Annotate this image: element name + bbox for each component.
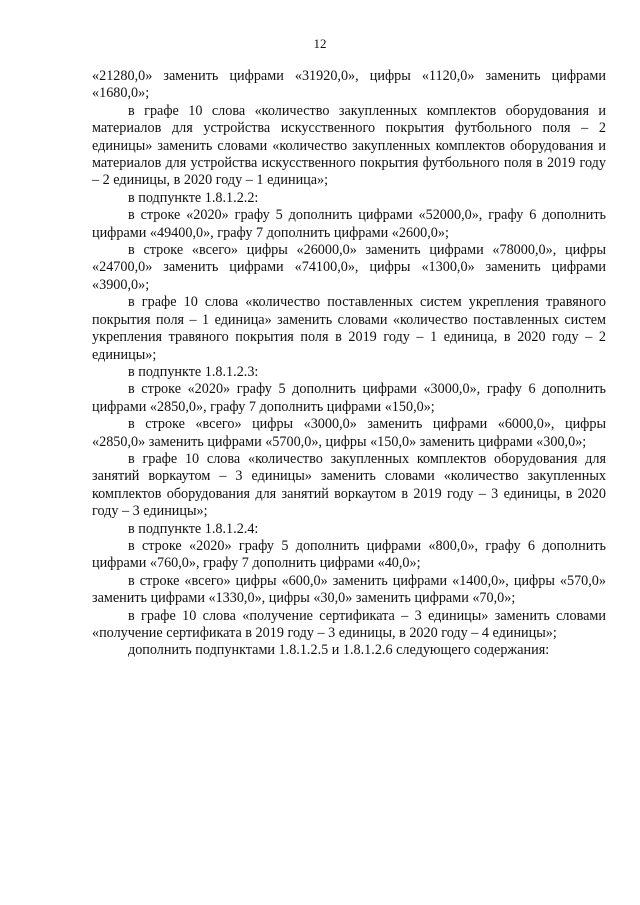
paragraph-add-subpoints: дополнить подпунктами 1.8.1.2.5 и 1.8.1.2.6 следующего содержания: [128, 642, 550, 659]
paragraph-row-2020-1-8-1-2-4: в строке «2020» графу 5 дополнить цифрами «800,0», графу 6 дополнить цифрами «760,0», графу 7 дополнить цифрами «40,0»; [92, 537, 606, 572]
paragraph-subpoint-1-8-1-2-4: в подпункте 1.8.1.2.4: [128, 520, 259, 537]
paragraph-row-total-1-8-1-2-2: в строке «всего» цифры «26000,0» заменить цифрами «78000,0», цифры «24700,0» заменить цифрами «74100,0», цифры «1300,0» заменить цифрами «3900,0»; [92, 242, 606, 293]
paragraph-row-2020-1-8-1-2-2: в строке «2020» графу 5 дополнить цифрами «52000,0», графу 6 дополнить цифрами «49400,0», графу 7 дополнить цифрами «2600,0»; [92, 207, 606, 241]
paragraph-subpoint-1-8-1-2-2: в подпункте 1.8.1.2.2: [128, 189, 259, 206]
paragraph-row-total-1-8-1-2-3: в строке «всего» цифры «3000,0» заменить цифрами «6000,0», цифры «2850,0» заменить цифрами «5700,0», цифры «150,0» заменить цифрами «300,0»; [92, 416, 606, 450]
paragraph-row-total-1-8-1-2-4: в строке «всего» цифры «600,0» заменить цифрами «1400,0», цифры «570,0» заменить цифрами «1330,0», цифры «30,0» заменить цифрами «70,0»; [92, 572, 606, 607]
paragraph-graph10-certificate: в графе 10 слова «получение сертификата – 3 единицы» заменить словами «получение сертификата в 2019 году – 3 единицы, в 2020 году – 4 единицы»; [92, 607, 606, 641]
paragraph-row-2020-1-8-1-2-3: в строке «2020» графу 5 дополнить цифрами «3000,0», графу 6 дополнить цифрами «2850,0», графу 7 дополнить цифрами «150,0»; [92, 381, 606, 415]
paragraph-graph10-grass: в графе 10 слова «количество поставленных систем укрепления травяного покрытия поля – 1 единица» заменить словами «количество поставленных систем укрепления травяного покрытия поля в 2019 году – 1 единица, в 2020 году – 2 единицы»; [92, 294, 606, 363]
document-body [92, 68, 606, 660]
paragraph-graph10-workout: в графе 10 слова «количество закупленных комплектов оборудования для занятий воркаутом – 3 единицы» заменить словами «количество закупленных комплектов оборудования для занятий воркаутом в 2019 году – 3 единицы, в 2020 году – 3 единицы»; [92, 450, 606, 520]
paragraph-graph10-football: в графе 10 слова «количество закупленных комплектов оборудования и материалов для устройства искусственного покрытия футбольного поля – 2 единицы» заменить словами «количество закупленных комплектов оборудования и материалов для устройства искусственного покрытия футбольного поля в 2019 году – 2 единицы, в 2020 году – 1 единица»; [92, 102, 606, 189]
paragraph-continuation: «21280,0» заменить цифрами «31920,0», цифры «1120,0» заменить цифрами «1680,0»; [92, 68, 606, 102]
page-number: 12 [313, 36, 327, 51]
paragraph-subpoint-1-8-1-2-3: в подпункте 1.8.1.2.3: [128, 363, 259, 380]
